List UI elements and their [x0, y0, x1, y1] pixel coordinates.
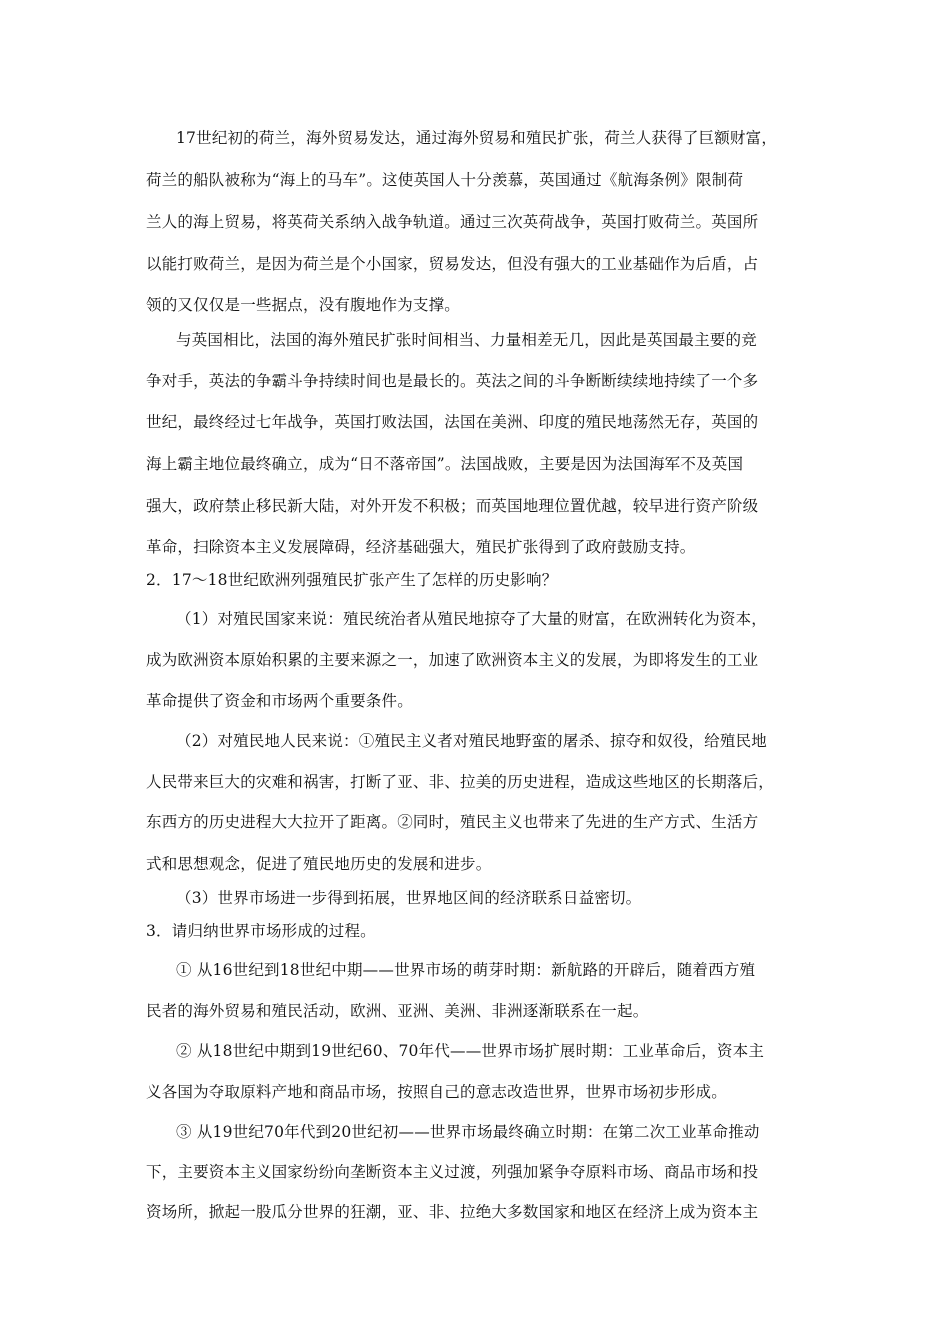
- answer-line: 义各国为夺取原料产地和商品市场，按照自己的意志改造世界，世界市场初步形成。: [146, 1083, 727, 1101]
- answer-line: （2）对殖民地人民来说：①殖民主义者对殖民地野蛮的屠杀、掠夺和奴役，给殖民地: [176, 732, 767, 750]
- answer-line: 资场所，掀起一股瓜分世界的狂潮，亚、非、拉绝大多数国家和地区在经济上成为资本主: [146, 1203, 759, 1221]
- answer-line: 人民带来巨大的灾难和祸害，打断了亚、非、拉美的历史进程，造成这些地区的长期落后，: [146, 773, 775, 791]
- question-heading: 2．17～18世纪欧洲列强殖民扩张产生了怎样的历史影响？: [146, 571, 558, 589]
- question-heading: 3．请归纳世界市场形成的过程。: [146, 922, 376, 940]
- paragraph-line: 海上霸主地位最终确立，成为“日不落帝国”。法国战败，主要是因为法国海军不及英国: [146, 455, 744, 473]
- answer-line: 东西方的历史进程大大拉开了距离。②同时，殖民主义也带来了先进的生产方式、生活方: [146, 813, 759, 831]
- paragraph-line: 世纪，最终经过七年战争，英国打败法国，法国在美洲、印度的殖民地荡然无存，英国的: [146, 413, 759, 431]
- paragraph-line: 与英国相比，法国的海外殖民扩张时间相当、力量相差无几，因此是英国最主要的竞: [176, 331, 757, 349]
- paragraph-line: 革命，扫除资本主义发展障碍，经济基础强大，殖民扩张得到了政府鼓励支持。: [146, 538, 696, 556]
- answer-line: 革命提供了资金和市场两个重要条件。: [146, 692, 413, 710]
- answer-line: 成为欧洲资本原始积累的主要来源之一，加速了欧洲资本主义的发展，为即将发生的工业: [146, 651, 759, 669]
- answer-line: ③ 从19世纪70年代到20世纪初——世界市场最终确立时期：在第二次工业革命推动: [176, 1123, 760, 1141]
- answer-line: 下，主要资本主义国家纷纷向垄断资本主义过渡，列强加紧争夺原料市场、商品市场和投: [146, 1163, 759, 1181]
- paragraph-line: 领的又仅仅是一些据点，没有腹地作为支撑。: [146, 296, 461, 314]
- paragraph-line: 17世纪初的荷兰，海外贸易发达，通过海外贸易和殖民扩张，荷兰人获得了巨额财富，: [176, 129, 778, 147]
- answer-line: （1）对殖民国家来说：殖民统治者从殖民地掠夺了大量的财富，在欧洲转化为资本，: [176, 610, 767, 628]
- paragraph-line: 强大，政府禁止移民新大陆，对外开发不积极；而英国地理位置优越，较早进行资产阶级: [146, 497, 759, 515]
- paragraph-line: 兰人的海上贸易，将英荷关系纳入战争轨道。通过三次英荷战争，英国打败荷兰。英国所: [146, 213, 759, 231]
- paragraph-line: 以能打败荷兰，是因为荷兰是个小国家，贸易发达，但没有强大的工业基础作为后盾，占: [146, 255, 759, 273]
- answer-line: ① 从16世纪到18世纪中期——世界市场的萌芽时期：新航路的开辟后，随着西方殖: [176, 961, 756, 979]
- answer-line: 民者的海外贸易和殖民活动，欧洲、亚洲、美洲、非洲逐渐联系在一起。: [146, 1002, 649, 1020]
- answer-line: （3）世界市场进一步得到拓展，世界地区间的经济联系日益密切。: [176, 889, 642, 907]
- paragraph-line: 荷兰的船队被称为“海上的马车”。这使英国人十分羡慕，英国通过《航海条例》限制荷: [146, 171, 744, 189]
- answer-line: ② 从18世纪中期到19世纪60、70年代——世界市场扩展时期：工业革命后，资本主: [176, 1042, 765, 1060]
- paragraph-line: 争对手，英法的争霸斗争持续时间也是最长的。英法之间的斗争断断续续地持续了一个多: [146, 372, 759, 390]
- answer-line: 式和思想观念，促进了殖民地历史的发展和进步。: [146, 855, 492, 873]
